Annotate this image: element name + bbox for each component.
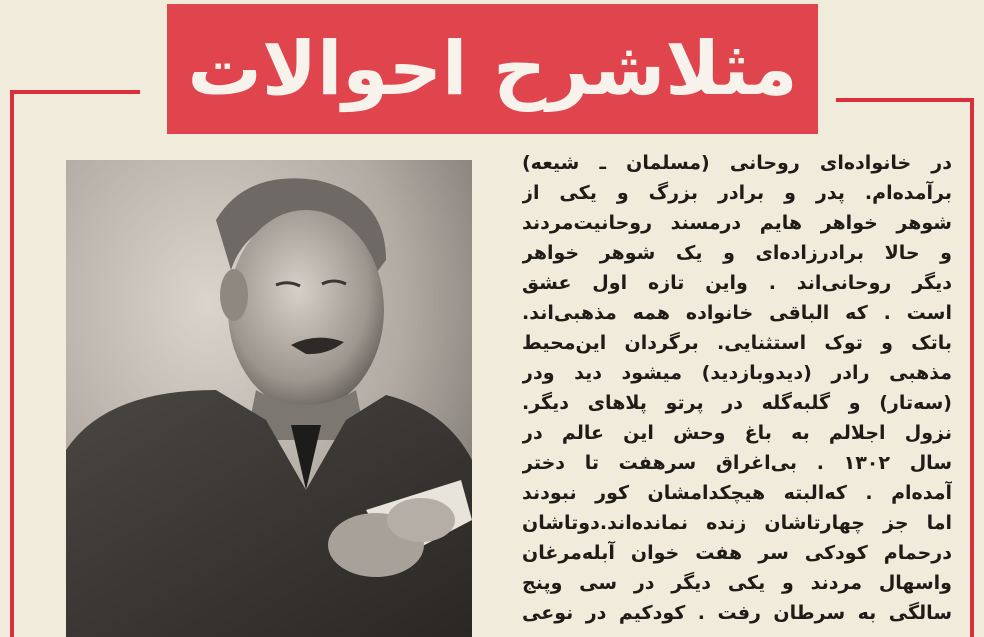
article-line: شوهر خواهر هایم درمسند روحانیت‌مردند xyxy=(522,212,952,234)
article-line: برآمده‌ام. پدر و برادر بزرگ و یکی از xyxy=(522,182,952,204)
portrait-illustration xyxy=(66,160,472,637)
article-line: در خانواده‌ای روحانی (مسلمان ـ شیعه) xyxy=(522,152,952,174)
article-line: درحمام کودکی سر هفت خوان آبله‌مرغان xyxy=(522,542,952,564)
article-line: باتک و توک استثنایی. برگردان این‌محیط xyxy=(522,332,952,354)
article-line: واسهال مردند و یکی دیگر در سی وپنج xyxy=(522,572,952,594)
headline-banner xyxy=(167,4,818,134)
article-line: مذهبی رادر (دیدوبازدید) میشود دید ودر xyxy=(522,362,952,384)
frame-top-right-rule xyxy=(836,98,974,102)
article-line: است . که الباقی خانواده همه مذهبی‌اند. xyxy=(522,302,952,324)
article-line: و حالا برادرزاده‌ای و یک شوهر خواهر xyxy=(522,242,952,264)
article-line: آمده‌ام . که‌البته هیچکدامشان کور نبودند xyxy=(522,482,952,504)
article-line: دیگر روحانی‌اند . واین تازه اول عشق xyxy=(522,272,952,294)
article-line: سال ۱۳۰۲ . بی‌اغراق سرهفت تا دختر xyxy=(522,452,952,474)
portrait-photo xyxy=(66,160,472,637)
frame-left-rule xyxy=(10,90,14,637)
article-line: نزول اجلالم به باغ وحش این عالم در xyxy=(522,422,952,444)
article-line: اما جز چهارتاشان زنده نمانده‌اند.دوتاشان xyxy=(522,512,952,534)
article-line: سالگی به سرطان رفت . کودکیم در نوعی xyxy=(522,602,952,624)
frame-top-left-rule xyxy=(10,90,140,94)
article-line: (سه‌تار) و گلبه‌گله در پرتو پلاهای دیگر. xyxy=(522,392,952,414)
headline: مثلاشرح احوالات xyxy=(187,26,798,112)
frame-right-rule xyxy=(970,98,974,637)
article-body xyxy=(522,148,952,628)
